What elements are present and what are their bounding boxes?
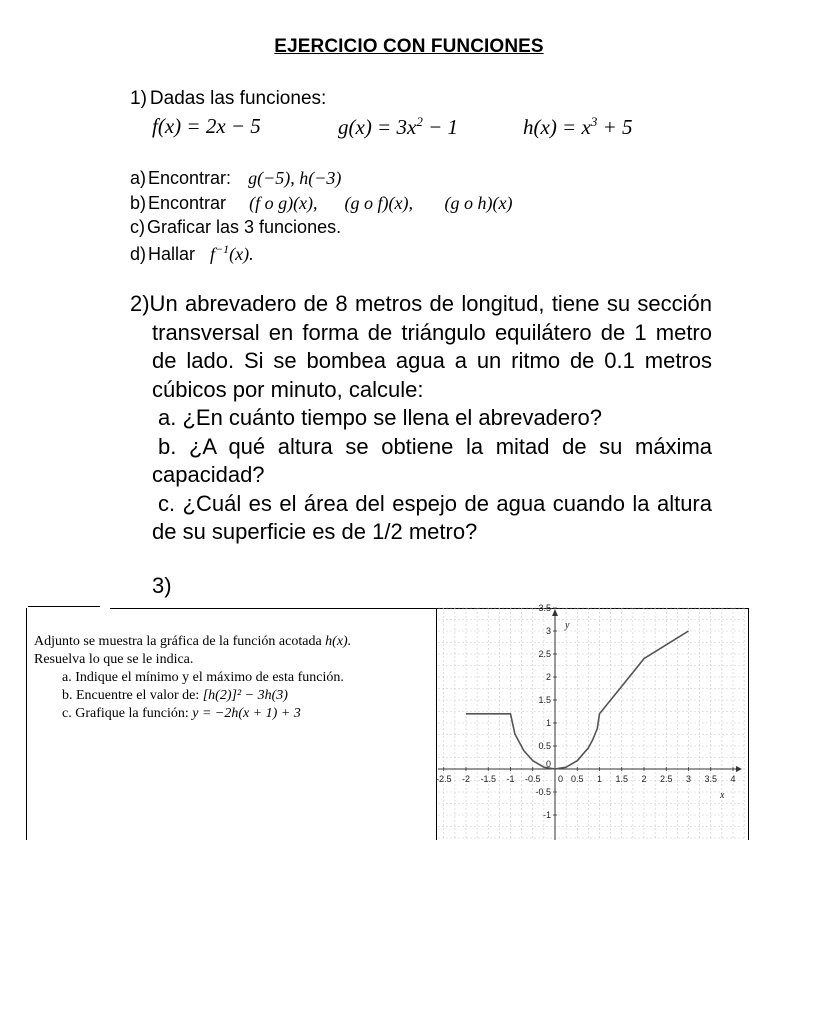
- x-tick-label: -1: [506, 774, 515, 784]
- q2-line: transversal en forma de triángulo equilátero de 1 metro: [152, 319, 712, 345]
- x-tick-label: -1.5: [480, 774, 497, 784]
- item-text: Encontrar:: [148, 168, 232, 188]
- x-tick-label: 3.5: [704, 774, 718, 784]
- q1-intro: Dadas las funciones:: [149, 88, 327, 109]
- item-text: Graficar las 3 funciones.: [147, 217, 342, 237]
- y-tick-label: 1.5: [538, 695, 551, 705]
- q1-header: [130, 88, 326, 110]
- q3-intro: Adjunto se muestra la gráfica de la función acotada h(x).: [34, 634, 352, 649]
- item-math: (f o g)(x), (g o f)(x), (g o h)(x): [249, 193, 513, 213]
- y-tick-label: 1: [545, 718, 551, 728]
- frame-border: [26, 608, 27, 840]
- y-tick-label: 0.5: [538, 741, 551, 751]
- item-label: c): [130, 217, 145, 237]
- y-tick-label: 3.5: [538, 603, 551, 613]
- q2-line: de lado. Si se bombea agua a un ritmo de 0.1 metros: [152, 348, 712, 373]
- q2-item-c-cont: de su superficie es de 1/2 metro?: [152, 519, 478, 544]
- q1-g-rest: − 1: [422, 115, 458, 139]
- x-tick-label: 4: [730, 774, 736, 784]
- x-tick-label: 1: [596, 774, 603, 784]
- q2-item-c: c. ¿Cuál es el área del espejo de agua cuando la altura: [158, 490, 712, 516]
- q3-intro-2: Resuelva lo que se le indica.: [34, 652, 194, 667]
- q1-function-h: [523, 114, 632, 140]
- x-axis-arrow: [736, 766, 742, 772]
- x-tick-label: 2: [641, 774, 647, 784]
- y-tick-label: -1: [542, 810, 551, 820]
- y-axis-arrow: [552, 609, 558, 616]
- x-tick-label: 3: [685, 774, 692, 784]
- page-title: EJERCICIO CON FUNCIONES: [274, 36, 544, 57]
- q1-number: 1): [130, 88, 147, 109]
- q2-item-a: a. ¿En cuánto tiempo se llena el abrevadero?: [158, 405, 602, 430]
- y-tick-label: 0: [545, 759, 551, 769]
- q3-item-a: a. Indique el mínimo y el máximo de esta función.: [62, 670, 344, 685]
- x-axis-label: x: [720, 790, 725, 801]
- x-tick-label: -2: [461, 774, 471, 784]
- q3-statement: [34, 633, 351, 723]
- y-tick-label: 3: [545, 626, 551, 636]
- q3-number: 3): [152, 573, 172, 598]
- y-tick-label: 2: [545, 672, 551, 682]
- function-graph: [435, 603, 746, 840]
- y-tick-label: 2.5: [538, 649, 551, 659]
- q1-item-b: [130, 193, 512, 214]
- item-text: Encontrar: [148, 193, 227, 213]
- q1-h-base: h(x) = x: [523, 115, 591, 139]
- q2-block: [130, 290, 712, 547]
- item-label: d): [130, 244, 147, 264]
- q1-function-g: [338, 114, 458, 140]
- frame-border: [748, 608, 749, 840]
- x-tick-label: 1.5: [615, 774, 629, 784]
- q1-item-a: [130, 168, 341, 189]
- x-tick-label: 2.5: [659, 774, 673, 784]
- q1-item-c: [130, 217, 341, 238]
- q1-h-exponent: 3: [590, 114, 598, 129]
- item-math: $f^{-1}(x)$.: [210, 242, 254, 264]
- q1-g-base: g(x) = 3x: [338, 115, 417, 139]
- x-tick-label: -0.5: [524, 774, 541, 784]
- x-tick-label: -2.5: [435, 774, 452, 784]
- q2-item-b: b. ¿A qué altura se obtiene la mitad de su máxima: [158, 433, 712, 459]
- frame-divider: [436, 608, 437, 840]
- q2-line: cúbicos por minuto, calcule:: [152, 376, 424, 402]
- q1-item-d: [130, 242, 254, 265]
- x-tick-label: 0: [558, 774, 564, 784]
- x-tick-label: 0.5: [570, 774, 584, 784]
- q2-line: 2)Un abrevadero de 8 metros de longitud, tiene su sección: [130, 291, 712, 316]
- y-tick-label: -0.5: [535, 787, 551, 797]
- q1-function-f: f(x) = 2x − 5: [152, 114, 261, 138]
- item-label: a): [130, 168, 147, 188]
- frame-border: [28, 606, 100, 607]
- q3-item-b: b. Encuentre el valor de: [h(2)]² − 3h(3): [62, 688, 288, 703]
- y-axis-label: y: [565, 620, 570, 631]
- q1-h-rest: + 5: [597, 115, 633, 139]
- item-text: Hallar: [148, 244, 196, 264]
- q3-item-c: c. Grafique la función: y = −2h(x + 1) + 3: [62, 706, 301, 721]
- q1-g-exponent: 2: [416, 114, 423, 129]
- q2-item-b-cont: capacidad?: [152, 462, 265, 487]
- item-math: g(−5), h(−3): [248, 168, 342, 188]
- item-label: b): [130, 193, 147, 213]
